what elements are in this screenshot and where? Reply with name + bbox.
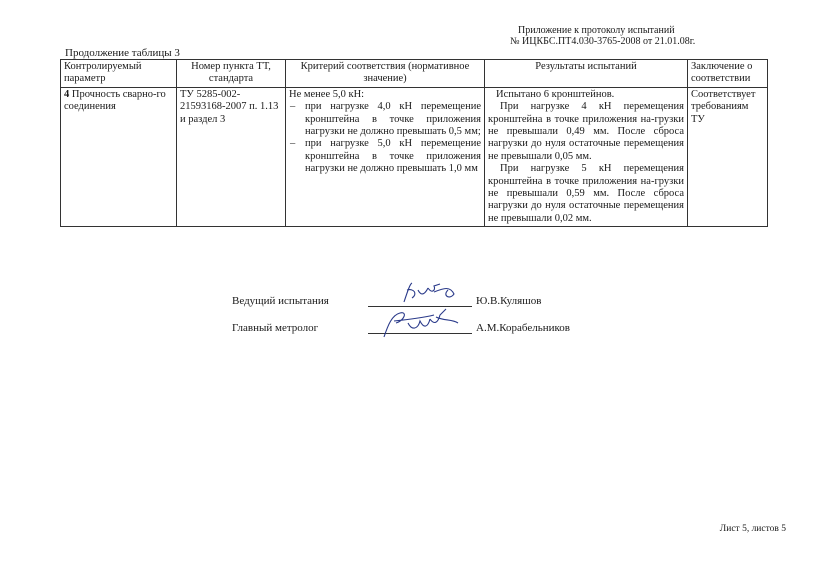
cell-parameter [61,87,177,226]
signature-line [368,319,472,334]
signature-row-lead [232,292,541,307]
result-paragraph: При нагрузке 5 кН перемещения кронштейна в точке приложения на-грузки не превышали 0,59 мм. После сброса нагрузки до нуля остаточные перемещения не превышали 0,02 мм. [488,163,684,224]
criterion-intro: Не менее 5,0 кН: [289,88,365,100]
cell-standard: ТУ 5285-002-21593168-2007 п. 1.13 и раздел 3 [177,87,286,226]
table-header-row [61,60,768,88]
signature-role: Главный метролог [232,322,319,334]
criterion-item: – при нагрузке 5,0 кН перемещение кронштейна в точке приложения нагрузки не должно превышать 1,0 мм [289,138,481,175]
table-caption: Продолжение таблицы 3 [65,47,180,59]
protocol-reference [510,25,750,47]
col-header-results: Результаты испытаний [485,60,688,88]
col-header-criterion: Критерий соответствия (нормативное значение) [286,60,485,88]
col-header-parameter: Контролируемый параметр [61,60,177,88]
signature-name: Ю.В.Куляшов [476,295,542,307]
signature-line [368,292,472,307]
handwritten-signature-icon [374,307,474,341]
signature-name: А.М.Корабельников [476,322,570,334]
protocol-number-line: № ИЦКБС.ПТ4.030-3765-2008 от 21.01.08г. [510,36,696,47]
criterion-item: – при нагрузке 4,0 кН перемещение кронштейна в точке приложения нагрузки не должно превышать 0,5 мм; [289,101,481,138]
cell-criterion [286,87,485,226]
result-paragraph: При нагрузке 4 кН перемещения кронштейна в точке приложения на-грузки не превышали 0,49 мм. После сброса нагрузки до нуля остаточные перемещения не превышали 0,05 мм. [488,101,684,162]
col-header-standard: Номер пункта ТТ, стандарта [177,60,286,88]
col-header-conclusion: Заключение о соответствии [688,60,768,88]
cell-results [485,87,688,226]
protocol-appendix-line: Приложение к протоколу испытаний [518,25,675,36]
results-table [60,59,768,227]
handwritten-signature-icon [374,280,464,306]
cell-conclusion: Соответствует требованиям ТУ [688,87,768,226]
param-text: Прочность сварно-го соединения [64,88,166,113]
signature-row-metrologist [232,319,570,334]
signature-role: Ведущий испытания [232,295,329,307]
table-row [61,87,768,226]
criterion-list [289,101,481,175]
page-counter: Лист 5, листов 5 [719,524,786,534]
result-paragraph: Испытано 6 кронштейнов. [496,88,615,100]
param-number: 4 [64,88,70,100]
